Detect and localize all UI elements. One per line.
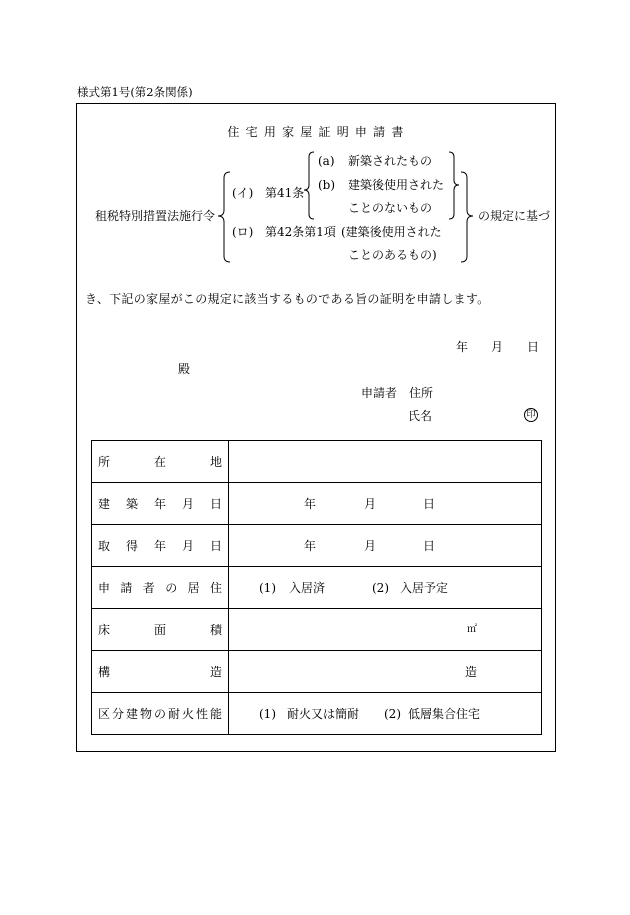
form-number: 様式第1号(第2条関係) xyxy=(77,85,193,99)
fire-resistance-label: 区分建物の耐火性能 xyxy=(98,706,222,721)
fire-resistance-option-2-mark: (2) xyxy=(384,706,401,721)
sub-b-text-line2: ことのないもの xyxy=(348,201,433,215)
table-row-residence xyxy=(92,566,541,608)
acquisition-date-month: 月 xyxy=(364,538,377,553)
construction-date-day: 日 xyxy=(423,496,436,511)
residence-option-1-text: 入居済 xyxy=(289,580,326,595)
floor-area-label: 床面積 xyxy=(98,622,222,637)
floor-area-value-cell xyxy=(229,609,541,650)
location-label: 所在地 xyxy=(98,454,222,469)
fire-resistance-option-2-text: 低層集合住宅 xyxy=(408,706,481,721)
residence-option-2-mark: (2) xyxy=(372,580,389,595)
construction-date-value-cell xyxy=(229,483,541,524)
construction-date-month: 月 xyxy=(364,496,377,511)
structure-value-cell xyxy=(229,651,541,692)
construction-date-label-cell xyxy=(92,483,229,524)
sub-b-mark: (b) xyxy=(318,178,336,192)
table-row-construction-date xyxy=(92,482,541,524)
applicant-address-label: 住所 xyxy=(409,386,434,400)
outer-right-brace xyxy=(461,172,473,262)
sub-b-text-line1: 建築後使用された xyxy=(348,178,445,192)
request-text: き、下記の家屋がこの規定に該当するものである旨の証明を申請します。 xyxy=(85,292,490,306)
item-ro-article: 第42条第1項 xyxy=(265,225,336,239)
residence-label: 申請者の居住 xyxy=(98,580,222,595)
location-label-cell xyxy=(92,441,229,482)
statute-trailing-text: の規定に基づ xyxy=(478,209,551,223)
fire-resistance-option-1-text: 耐火又は簡耐 xyxy=(287,706,360,721)
fire-resistance-label-cell xyxy=(92,693,229,734)
item-ro-text-line1: (建築後使用された xyxy=(341,225,442,239)
construction-date-year: 年 xyxy=(304,496,317,511)
fire-resistance-value-cell xyxy=(229,693,541,734)
form-title: 住 宅 用 家 屋 証 明 申 請 書 xyxy=(227,125,405,139)
table-row-acquisition-date xyxy=(92,524,541,566)
item-i-mark: (イ) xyxy=(232,186,254,200)
acquisition-date-year: 年 xyxy=(304,538,317,553)
table-row-fire-resistance xyxy=(92,692,541,734)
fire-resistance-option-1-mark: (1) xyxy=(259,706,276,721)
item-ro-text-line2: ことのあるもの) xyxy=(348,248,437,262)
item-i-article: 第41条 xyxy=(265,186,305,200)
application-date-month: 月 xyxy=(491,340,504,354)
application-date-day: 日 xyxy=(527,340,540,354)
table-row-location xyxy=(92,441,541,482)
table-row-structure xyxy=(92,650,541,692)
floor-area-label-cell xyxy=(92,609,229,650)
item-ro-mark: (ロ) xyxy=(232,225,254,239)
residence-option-1-mark: (1) xyxy=(259,580,276,595)
outer-left-brace xyxy=(218,172,230,262)
seal-icon: 印 xyxy=(524,408,538,422)
structure-label: 構造 xyxy=(98,664,222,679)
applicant-label: 申請者 xyxy=(361,386,398,400)
inner-left-brace xyxy=(304,152,314,219)
residence-label-cell xyxy=(92,567,229,608)
property-table xyxy=(91,440,542,735)
acquisition-date-day: 日 xyxy=(423,538,436,553)
structure-suffix: 造 xyxy=(465,664,478,679)
table-row-floor-area xyxy=(92,608,541,650)
structure-label-cell xyxy=(92,651,229,692)
residence-option-2-text: 入居予定 xyxy=(400,580,449,595)
sub-a-mark: (a) xyxy=(318,154,335,168)
construction-date-label: 建築年月日 xyxy=(98,496,222,511)
acquisition-date-label: 取得年月日 xyxy=(98,538,222,553)
statute-law-name: 租税特別措置法施行令 xyxy=(95,209,216,223)
inner-right-brace xyxy=(449,152,459,219)
addressee-honorific: 殿 xyxy=(178,362,191,376)
acquisition-date-label-cell xyxy=(92,525,229,566)
residence-value-cell xyxy=(229,567,541,608)
sub-a-text: 新築されたもの xyxy=(348,154,433,168)
application-date-year: 年 xyxy=(456,340,469,354)
location-value-cell xyxy=(229,441,541,482)
floor-area-unit: ㎡ xyxy=(467,623,477,635)
applicant-name-label: 氏名 xyxy=(408,409,433,423)
acquisition-date-value-cell xyxy=(229,525,541,566)
